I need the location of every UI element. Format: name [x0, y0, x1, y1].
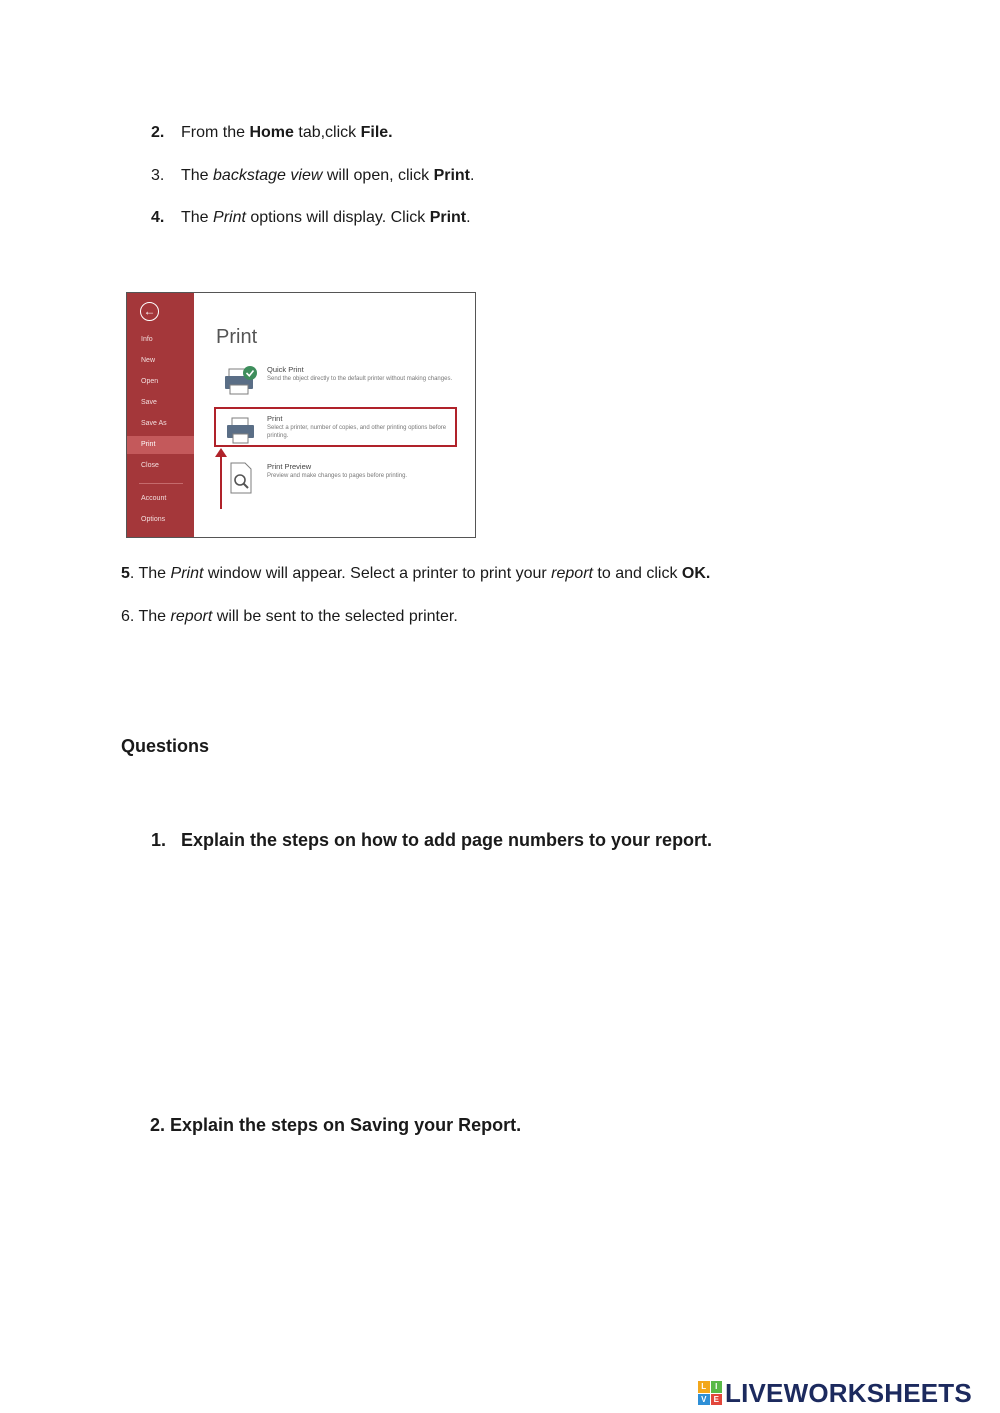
step-4: [151, 208, 471, 228]
menu-item-new: New: [141, 357, 156, 364]
question-2: [150, 1114, 521, 1136]
step-text: [181, 209, 471, 226]
menu-item-print: Print: [127, 436, 194, 454]
text-run: report: [170, 608, 213, 625]
logo-mark-letter: L: [698, 1381, 710, 1393]
text-run: .: [466, 209, 471, 226]
text-run: to and click: [592, 565, 682, 582]
step-2: [151, 123, 393, 143]
text-run: OK.: [681, 565, 711, 582]
question-text: 2. Explain the steps on Saving your Report.: [150, 1115, 522, 1135]
step-5: [121, 564, 710, 584]
option-title: Print: [267, 414, 283, 423]
menu-item-close: Close: [141, 462, 159, 469]
step-6: [121, 607, 458, 627]
text-run: .: [470, 167, 475, 184]
option-title: Quick Print: [267, 365, 304, 374]
liveworksheets-logo: [698, 1378, 972, 1408]
step-3: [151, 166, 474, 186]
step-text: [121, 565, 710, 582]
option-title: Print Preview: [267, 462, 312, 471]
option-description: Send the object directly to the default printer without making changes.: [267, 376, 453, 382]
text-run: From the: [181, 124, 250, 141]
text-run: The: [181, 209, 214, 226]
text-run: Print: [170, 565, 204, 582]
question-1: [151, 829, 712, 851]
text-run: Print: [433, 167, 471, 184]
question-text: Explain the steps on how to add page numbers to your report.: [181, 830, 713, 850]
text-run: The: [181, 167, 214, 184]
option-print-preview: [223, 462, 463, 502]
step-number: 4.: [151, 209, 165, 226]
option-description: Select a printer, number of copies, and other printing options before printing.: [267, 425, 447, 439]
text-run: window will appear. Select a printer to print your: [203, 565, 552, 582]
step-text: [181, 167, 474, 184]
questions-heading: Questions: [121, 736, 210, 756]
text-run: backstage view: [213, 167, 323, 184]
text-run: 5: [121, 565, 130, 582]
back-arrow-icon: ←: [140, 302, 159, 321]
print-preview-icon: [223, 462, 259, 494]
print-highlight-box: [214, 407, 457, 447]
menu-divider: [139, 483, 183, 484]
print-title: Print: [216, 326, 258, 348]
logo-mark-icon: [698, 1381, 722, 1405]
step-number: 2.: [151, 124, 165, 141]
option-description: Preview and make changes to pages before printing.: [267, 473, 408, 479]
logo-mark-letter: I: [711, 1381, 723, 1393]
text-run: Home: [249, 124, 294, 141]
arrow-shaft: [220, 455, 222, 509]
text-run: File.: [360, 124, 393, 141]
text-run: . The: [129, 565, 171, 582]
menu-item-options: Options: [141, 516, 166, 523]
backstage-screenshot: [126, 292, 476, 538]
text-run: tab,click: [293, 124, 361, 141]
logo-mark-letter: V: [698, 1394, 710, 1406]
text-run: will open, click: [322, 167, 434, 184]
question-number: 1.: [151, 830, 167, 850]
logo-mark-letter: E: [711, 1394, 723, 1406]
menu-item-open: Open: [141, 378, 159, 385]
option-quick-print: [223, 365, 463, 405]
backstage-sidebar: [127, 293, 194, 537]
text-run: Print: [429, 209, 467, 226]
text-run: Print: [213, 209, 246, 226]
logo-brand-text: LIVEWORKSHEETS: [725, 1377, 972, 1408]
menu-item-account: Account: [141, 495, 167, 502]
menu-item-save: Save: [141, 399, 157, 406]
quick-print-icon: [223, 365, 259, 397]
step-text: [181, 124, 393, 141]
text-run: report: [551, 565, 593, 582]
step-number: 3.: [151, 167, 165, 184]
text-run: options will display. Click: [245, 209, 430, 226]
text-run: will be sent to the selected printer.: [212, 608, 458, 625]
menu-item-info: Info: [141, 336, 153, 343]
text-run: 6. The: [121, 608, 171, 625]
step-text: [121, 608, 458, 625]
menu-item-save-as: Save As: [141, 420, 167, 427]
